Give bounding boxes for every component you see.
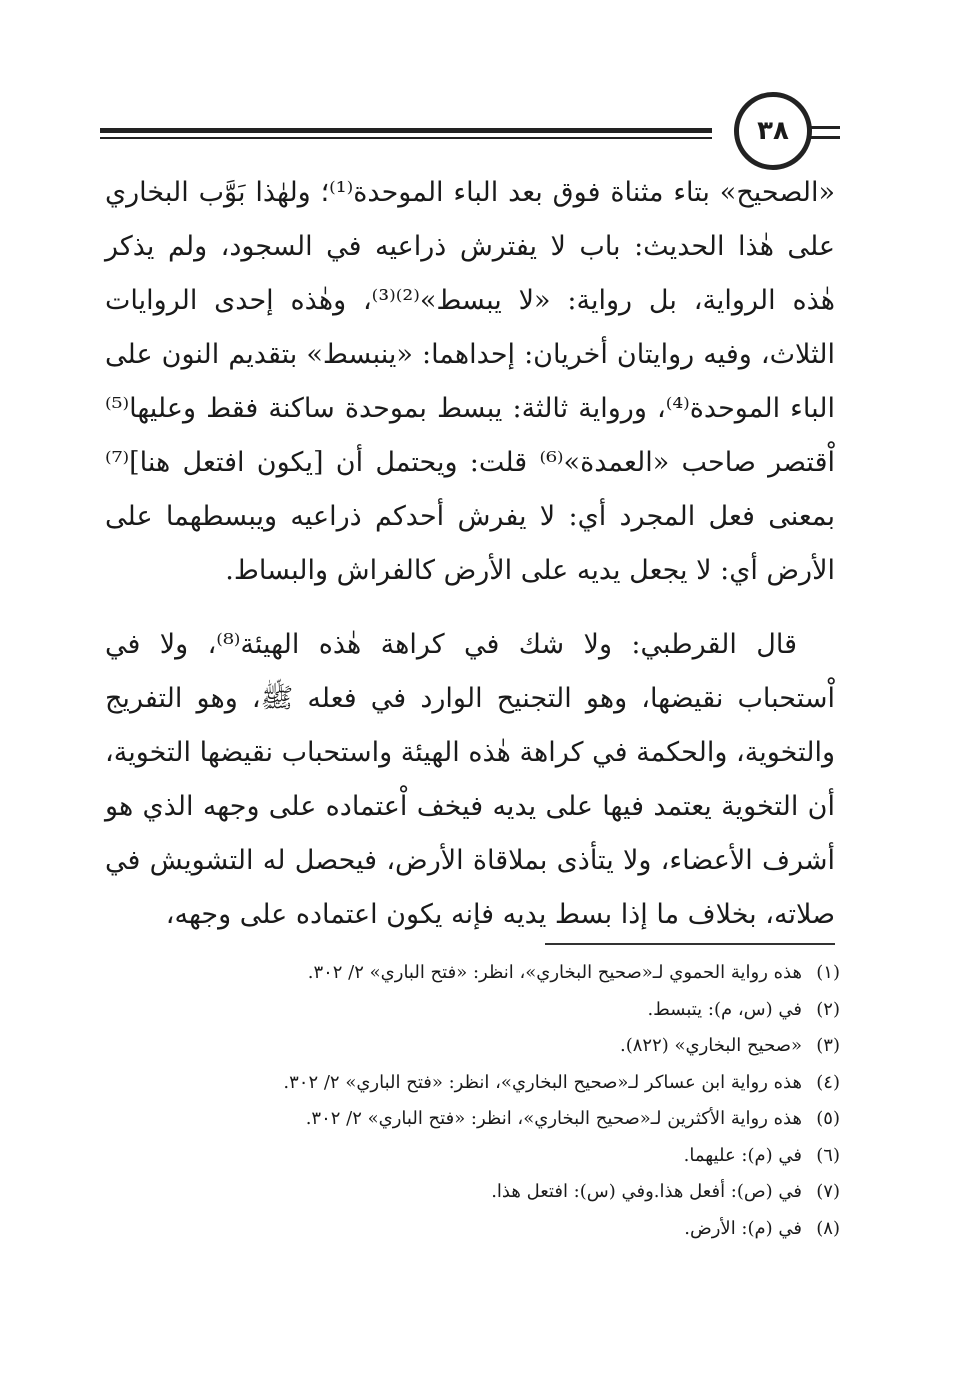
footnote-item	[100, 1211, 840, 1248]
header-rule-thick	[100, 128, 712, 133]
footnote-item	[100, 955, 840, 992]
footnote-item	[100, 1101, 840, 1138]
page-header	[100, 92, 840, 172]
footnote-item	[100, 1138, 840, 1175]
page-number: ٣٨	[734, 92, 812, 170]
footnote-item	[100, 1065, 840, 1102]
footnote-separator	[545, 943, 835, 945]
footnote-text: في (م): الأرض.	[684, 1217, 802, 1239]
footnote-item	[100, 992, 840, 1029]
footnote-number: (٣)	[816, 1035, 840, 1056]
footnote-text: هذه رواية الحموي لـ«صحيح البخاري»، انظر: «فتح الباري» ٢/ ٣٠٢.	[307, 962, 802, 983]
footnote-text: هذه رواية ابن عساكر لـ«صحيح البخاري»، انظر: «فتح الباري» ٢/ ٣٠٢.	[283, 1071, 802, 1093]
paragraph: «الصحيح» بتاء مثناة فوق بعد الباء الموحدة⁽¹⁾؛ ولهٰذا بَوَّب البخاري على هٰذا الحديث: باب لا يفترش ذراعيه في السجود، ولم يذكر هٰذه الرواية، بل رواية: «لا يبسط»⁽²⁾⁽³⁾، وهٰذه إحدى الروايات الثلاث، وفيه روايتان أخريان: إحداهما: «ينبسط» بتقديم النون على الباء الموحدة⁽⁴⁾، ورواية ثالثة: يبسط بموحدة ساكنة فقط وعليها⁽⁵⁾ اْقتصر صاحب «العمدة»⁽⁶⁾ قلت: ويحتمل أن [يكون افتعل هنا]⁽⁷⁾ بمعنى فعل المجرد أي: لا يفرش أحدكم ذراعيه ويبسطهما على الأرض أي: لا يجعل يديه على الأرض كالفراش والبساط.	[105, 177, 836, 586]
footnote-number: (٢)	[816, 998, 840, 1020]
main-text	[105, 166, 835, 942]
footnote-item	[100, 1028, 840, 1065]
footnote-text: في (س، م): يتبسط.	[647, 998, 802, 1020]
footnote-number: (٤)	[816, 1071, 840, 1093]
footnote-number: (٦)	[816, 1144, 840, 1166]
footnote-number: (١)	[816, 962, 840, 983]
footnote-number: (٧)	[816, 1181, 840, 1202]
footnote-item	[100, 1174, 840, 1211]
footnote-number: (٨)	[816, 1217, 840, 1239]
footnote-text: «صحيح البخاري» (٨٢٢).	[619, 1035, 802, 1056]
footnote-text: في (م): عليهما.	[683, 1144, 802, 1166]
footnotes	[100, 955, 840, 1247]
footnote-number: (٥)	[816, 1108, 840, 1129]
footnote-text: في (ص): أفعل هذا.وفي (س): افتعل هذا.	[491, 1181, 802, 1202]
paragraph: قال القرطبي: ولا شك في كراهة هٰذه الهيئة⁽⁸⁾، ولا في اْستحباب نقيضها، وهو التجنيح الوارد في فعله ﷺ، وهو التفريج والتخوية، والحكمة في كراهة هٰذه الهيئة واستحباب نقيضها التخوية، أن التخوية يعتمد فيها على يديه فيخف اْعتماده على وجهه الذي هو أشرف الأعضاء، ولا يتأذى بملاقاة الأرض، فيحصل له التشويش في صلاته، بخلاف ما إذا بسط يديه فإنه يكون اعتماده على وجهه،	[105, 629, 835, 930]
header-rule-thin	[100, 137, 712, 139]
footnote-text: هذه رواية الأكثرين لـ«صحيح البخاري»، انظر: «فتح الباري» ٢/ ٣٠٢.	[305, 1108, 802, 1129]
